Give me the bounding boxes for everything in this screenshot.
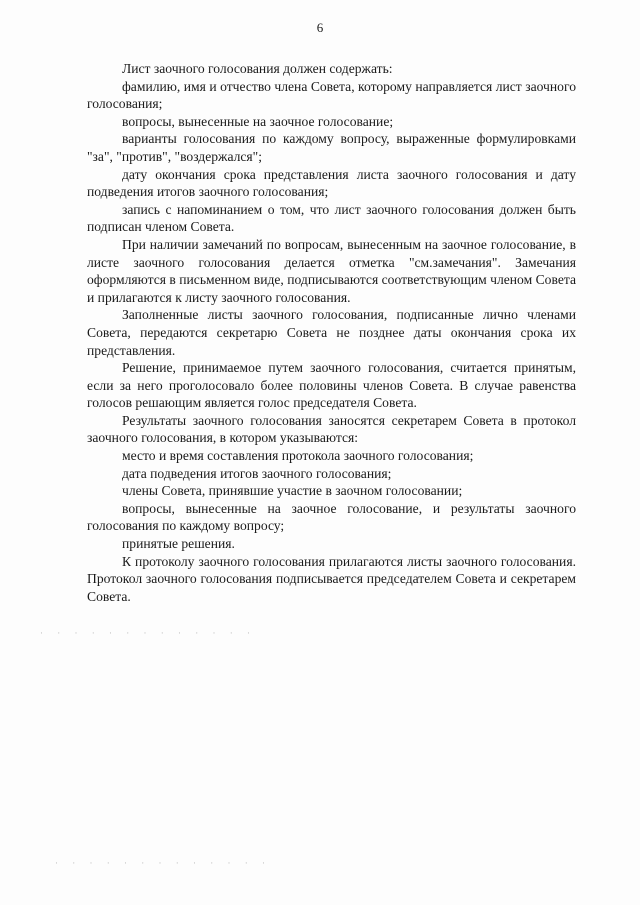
paragraph: дата подведения итогов заочного голосования; (122, 465, 392, 481)
page-number: 6 (316, 20, 324, 35)
paragraph: варианты голосования по каждому вопросу, выраженные формулировками "за", "против", "воздержался"; (87, 131, 576, 164)
paragraph: вопросы, вынесенные на заочное голосование; (122, 113, 394, 129)
paragraph: При наличии замечаний по вопросам, вынесенным на заочное голосование, в листе заочного голосования делается отметка "см.замечания". Замечания оформляются в письменном виде, подписываются соответствующим членом Совета и прилагаются к листу заочного голосования. (87, 236, 576, 305)
document-body (87, 60, 576, 605)
scan-noise: · · · · · · · · · · · · · (40, 628, 256, 638)
paragraph: фамилию, имя и отчество члена Совета, которому направляется лист заочного голосования; (87, 78, 576, 112)
paragraph: дату окончания срока представления листа заочного голосования и дату подведения итогов заочного голосования; (87, 166, 576, 200)
paragraph: Решение, принимаемое путем заочного голосования, считается принятым, если за него проголосовало более половины членов Совета. В случае равенства голосов решающим является голос председателя Совета. (87, 360, 576, 411)
scan-noise: · · · · · · · · · · · · · (55, 858, 271, 868)
paragraph: место и время составления протокола заочного голосования; (122, 448, 474, 464)
paragraph: принятые решения. (122, 536, 235, 552)
paragraph: вопросы, вынесенные на заочное голосование, и результаты заочного голосования по каждому вопросу; (87, 500, 576, 534)
paragraph: Результаты заочного голосования заносятся секретарем Совета в протокол заочного голосования, в котором указываются: (87, 412, 576, 446)
paragraph: К протоколу заочного голосования прилагаются листы заочного голосования. Протокол заочного голосования подписывается председателем Совета и секретарем Совета. (87, 553, 576, 604)
paragraph: члены Совета, принявшие участие в заочном голосовании; (122, 483, 463, 499)
paragraph: запись с напоминанием о том, что лист заочного голосования должен быть подписан членом Совета. (87, 201, 576, 235)
paragraph: Заполненные листы заочного голосования, подписанные лично членами Совета, передаются секретарю Совета не позднее даты окончания срока их представления. (87, 307, 576, 358)
paragraph: Лист заочного голосования должен содержать: (122, 61, 393, 76)
